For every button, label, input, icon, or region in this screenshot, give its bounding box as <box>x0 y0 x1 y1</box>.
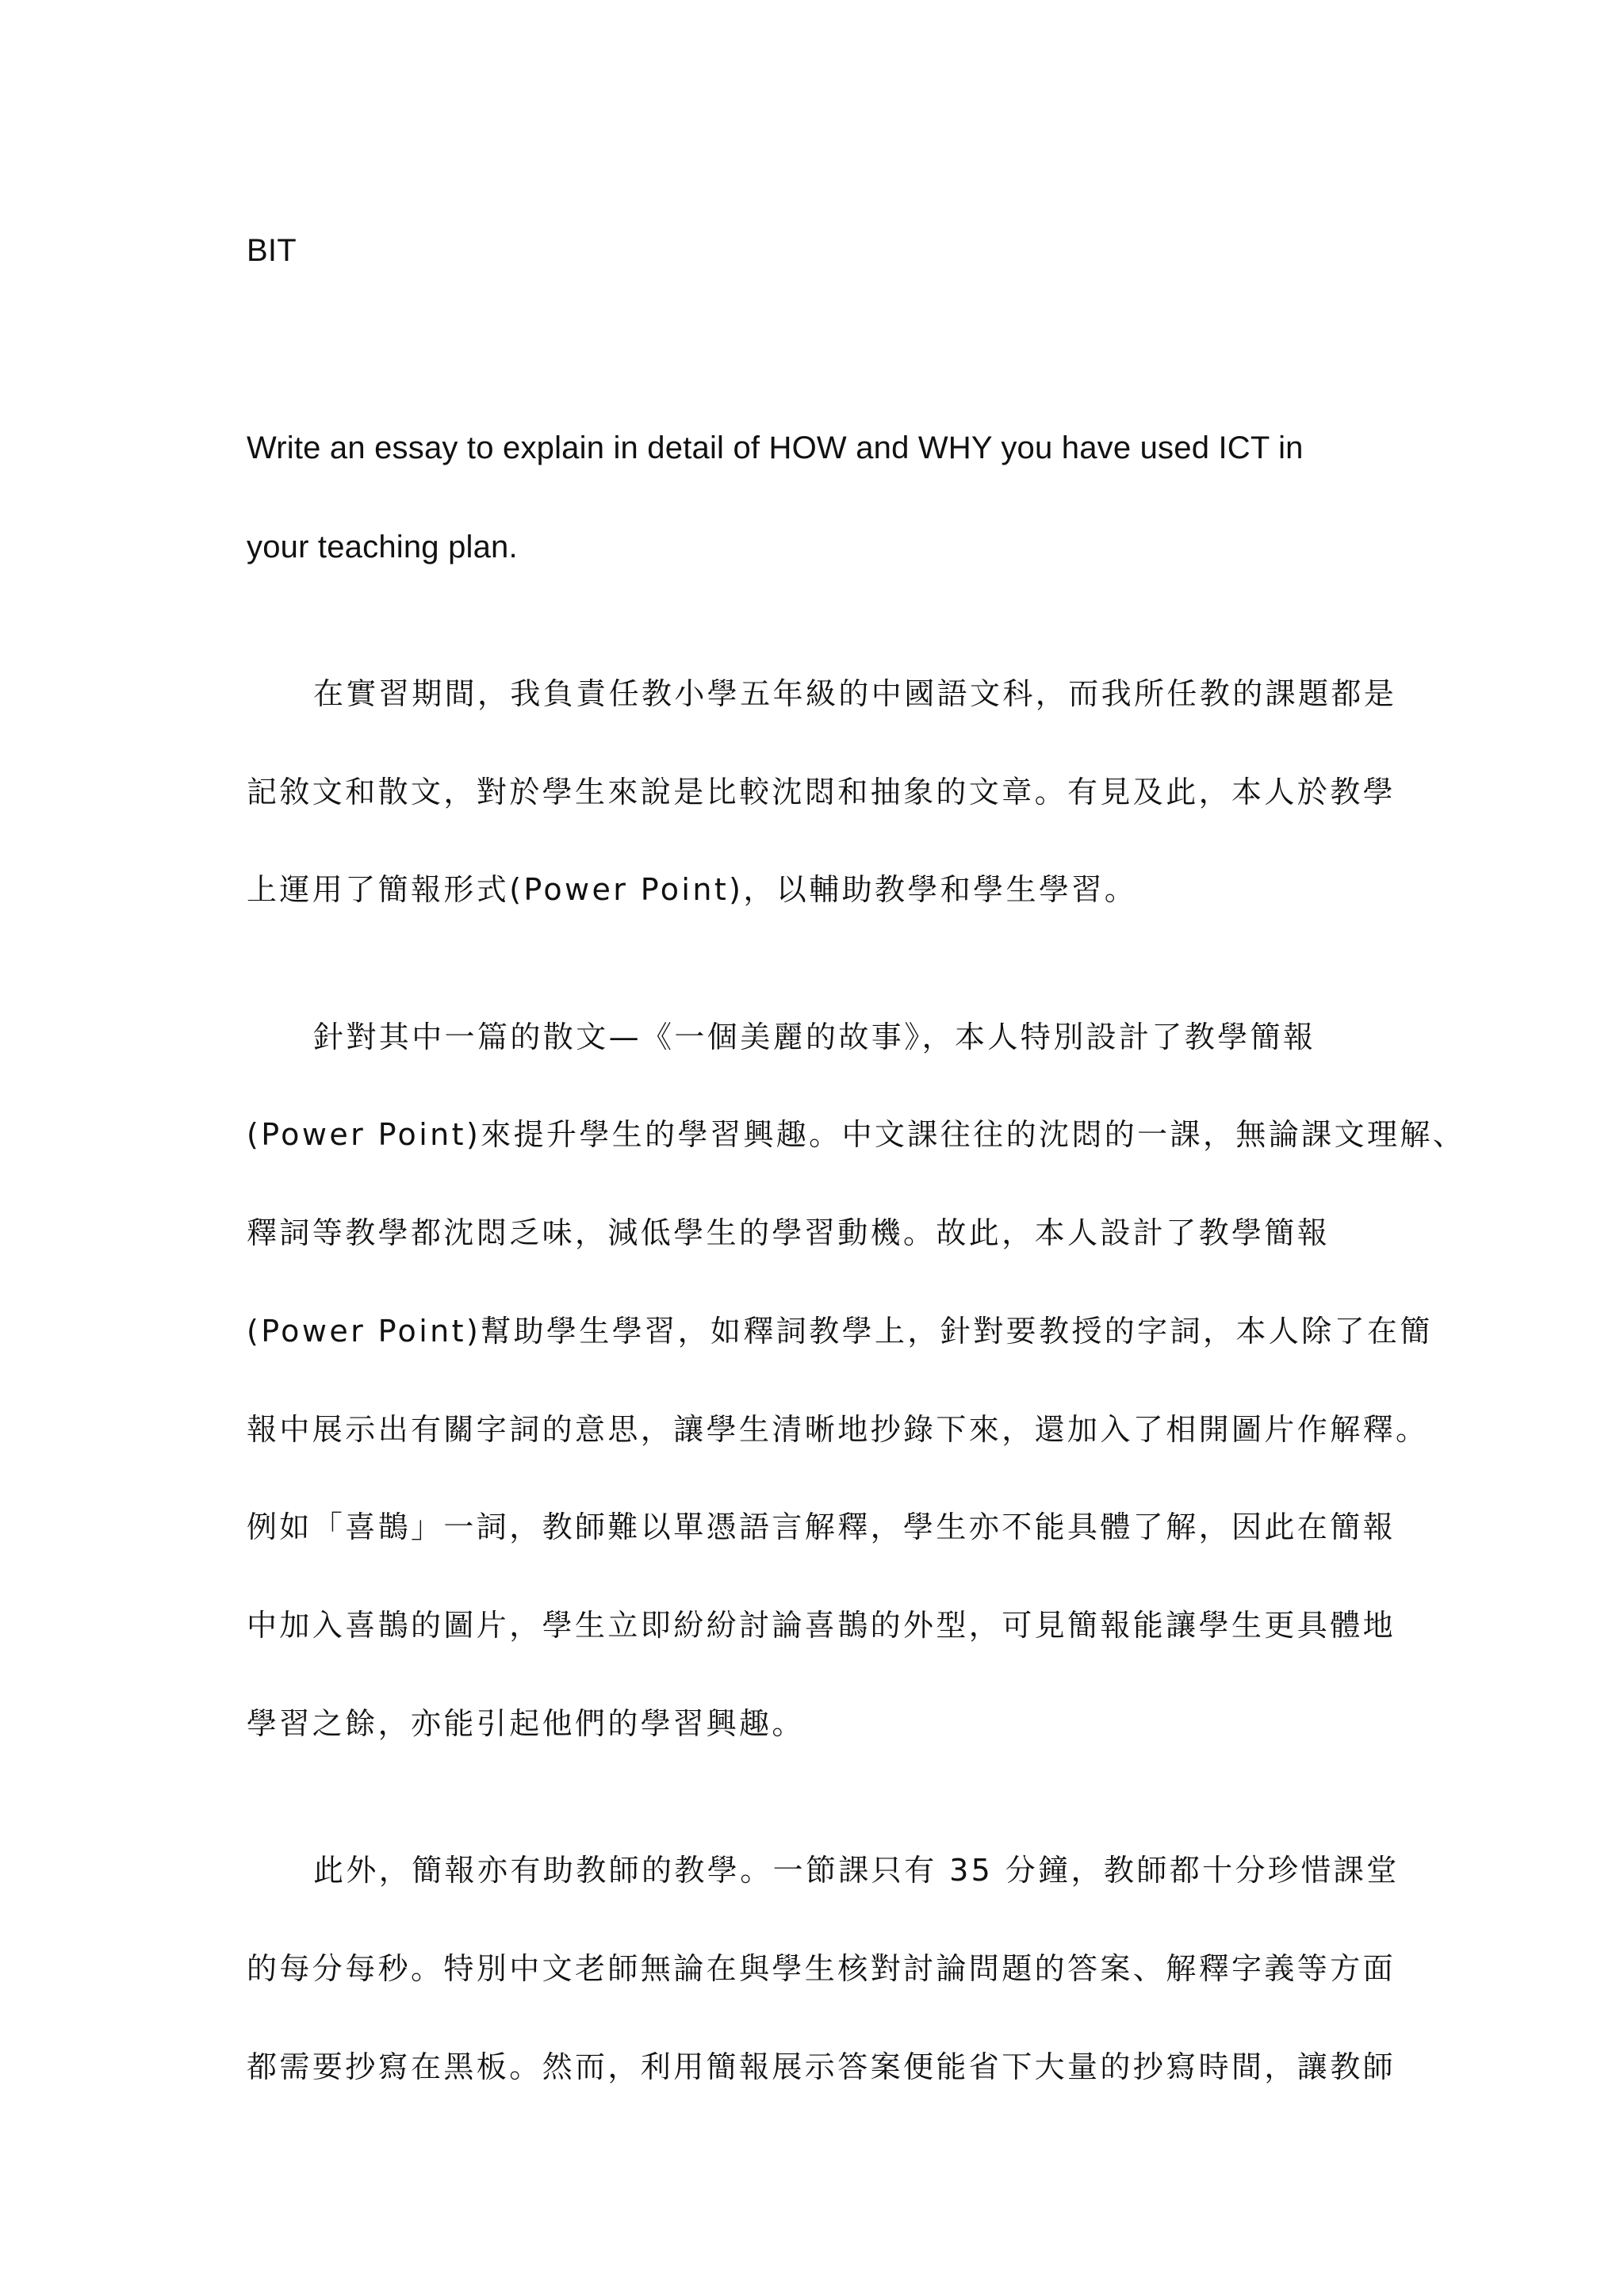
paragraph-line: 學習之餘，亦能引起他們的學習興趣。 <box>247 1706 805 1741</box>
paragraph-line: 中加入喜鵲的圖片，學生立即紛紛討論喜鵲的外型，可見簡報能讓學生更具體地 <box>247 1608 1396 1643</box>
paragraph-line: 在實習期間，我負責任教小學五年級的中國語文科，而我所任教的課題都是 <box>313 676 1397 711</box>
document-heading: BIT <box>247 233 297 268</box>
paragraph-line: (Power Point)幫助學生學習，如釋詞教學上，針對要教授的字詞，本人除了在簡 <box>247 1314 1433 1349</box>
paragraph-line: 記敘文和散文，對於學生來說是比較沈悶和抽象的文章。有見及此，本人於教學 <box>247 775 1396 809</box>
paragraph-line: (Power Point)來提升學生的學習興趣。中文課往往的沈悶的一課，無論課文理解、 <box>247 1117 1466 1152</box>
paragraph-line: 報中展示出有關字詞的意思，讓學生清晰地抄錄下來，還加入了相開圖片作解釋。 <box>247 1412 1429 1447</box>
paragraph-line: 都需要抄寫在黑板。然而，利用簡報展示答案便能省下大量的抄寫時間，讓教師 <box>247 2049 1396 2084</box>
paragraph-line: 上運用了簡報形式(Power Point)，以輔助教學和學生學習。 <box>247 872 1138 907</box>
paragraph-line: 針對其中一篇的散文—《一個美麗的故事》，本人特別設計了教學簡報 <box>313 1020 1316 1054</box>
paragraph-line: 此外，簡報亦有助教師的教學。一節課只有 35 分鐘，教師都十分珍惜課堂 <box>313 1853 1400 1888</box>
paragraph-line: 的每分每秒。特別中文老師無論在與學生核對討論問題的答案、解釋字義等方面 <box>247 1951 1396 1986</box>
prompt-line: Write an essay to explain in detail of HOW and WHY you have used ICT in <box>247 430 1304 465</box>
paragraph-line: 例如「喜鵲」一詞，教師難以單憑語言解釋，學生亦不能具體了解，因此在簡報 <box>247 1510 1396 1544</box>
prompt-line: your teaching plan. <box>247 530 518 564</box>
paragraph-line: 釋詞等教學都沈悶乏味，減低學生的學習動機。故此，本人設計了教學簡報 <box>247 1215 1331 1250</box>
